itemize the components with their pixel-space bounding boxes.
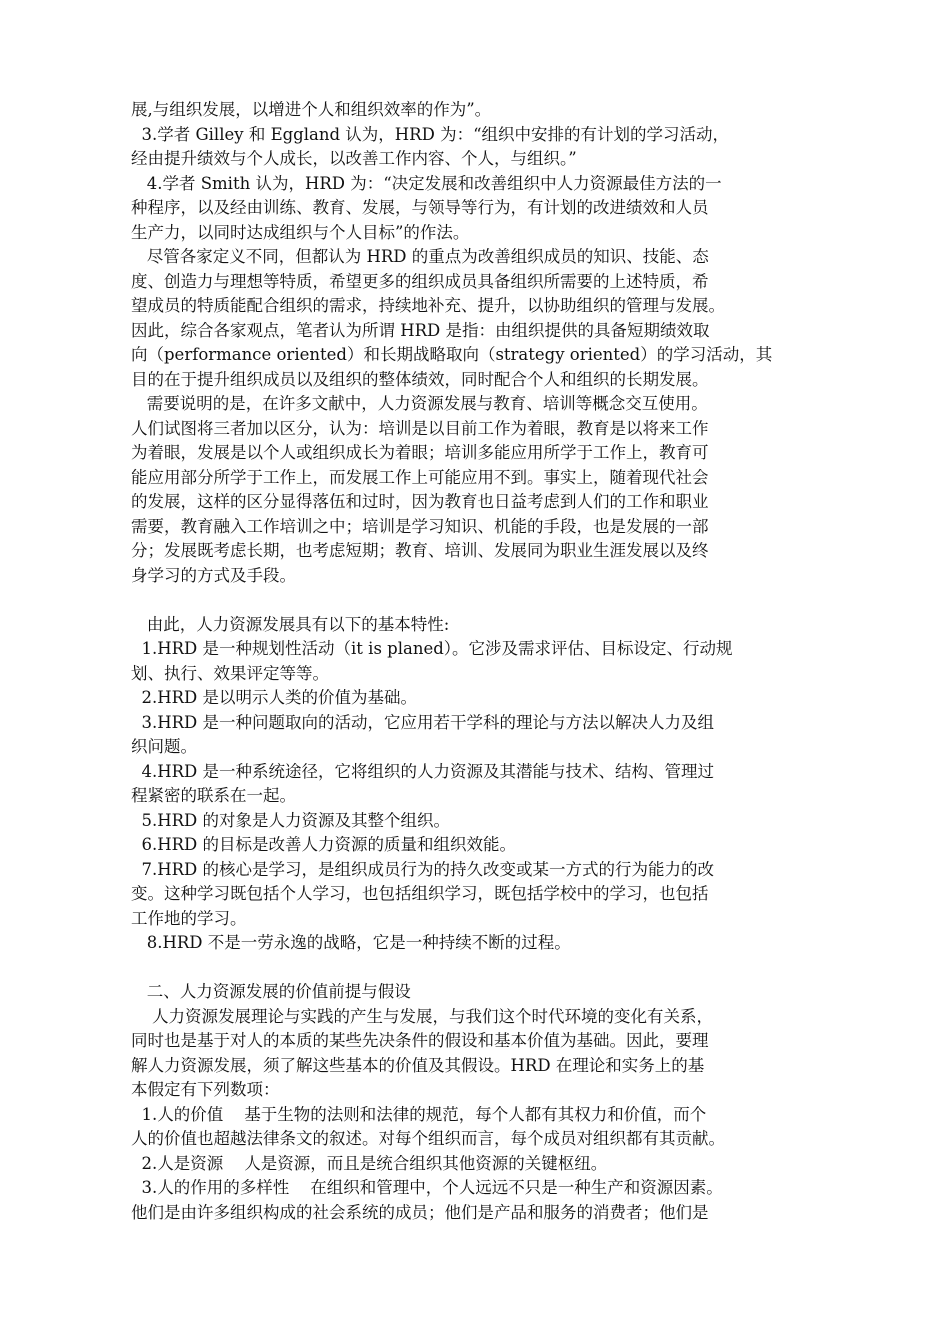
text-line: 生产力，以同时达成组织与个人目标”的作法。 xyxy=(131,222,470,242)
text-line: 展,与组织发展，以增进个人和组织效率的作为”。 xyxy=(131,100,492,119)
text-line: 解人力资源发展，须了解这些基本的价值及其假设。HRD 在理论和实务上的基 xyxy=(131,1055,705,1075)
text-line: 3.HRD 是一种问题取向的活动，它应用若干学科的理论与方法以解决人力及组 xyxy=(131,712,715,732)
text-line: 本假定有下列数项： xyxy=(131,1080,280,1099)
blank-line xyxy=(131,956,821,981)
blank-line xyxy=(131,588,821,613)
text-line: 因此，综合各家观点，笔者认为所谓 HRD 是指：由组织提供的具备短期绩效取 xyxy=(131,320,710,340)
text-line: 变。这种学习既包括个人学习，也包括组织学习，既包括学校中的学习，也包括 xyxy=(131,884,709,903)
text-line: 需要说明的是，在许多文献中，人力资源发展与教育、培训等概念交互使用。 xyxy=(131,394,708,413)
text-line: 2.人是资源 人是资源，而且是统合组织其他资源的关键枢纽。 xyxy=(131,1153,608,1173)
text-line: 由此，人力资源发展具有以下的基本特性: xyxy=(131,614,450,634)
text-line: 分；发展既考虑长期，也考虑短期；教育、培训、发展同为职业生涯发展以及终 xyxy=(131,541,709,560)
text-line: 经由提升绩效与个人成长，以改善工作内容、个人，与组织。” xyxy=(131,149,577,168)
text-line: 2.HRD 是以明示人类的价值为基础。 xyxy=(131,688,418,707)
text-line: 6.HRD 的目标是改善人力资源的质量和组织效能。 xyxy=(131,835,517,854)
text-line: 人的价值也超越法律条文的叙述。对每个组织而言，每个成员对组织都有其贡献。 xyxy=(131,1129,725,1148)
text-line: 人力资源发展理论与实践的产生与发展，与我们这个时代环境的变化有关系， xyxy=(131,1006,713,1026)
text-line: 二、人力资源发展的价值前提与假设 xyxy=(131,982,411,1001)
text-line: 望成员的特质能配合组织的需求，持续地补充、提升，以协助组织的管理与发展。 xyxy=(131,296,725,315)
text-line: 向（performance oriented）和长期战略取向（strategy oriented）的学习活动，其 xyxy=(131,345,773,364)
text-line: 7.HRD 的核心是学习，是组织成员行为的持久改变或某一方式的行为能力的改 xyxy=(131,859,715,879)
text-line: 他们是由许多组织构成的社会系统的成员；他们是产品和服务的消费者；他们是 xyxy=(131,1202,709,1222)
text-line: 需要，教育融入工作培训之中；培训是学习知识、机能的手段，也是发展的一部 xyxy=(131,516,709,536)
text-line: 的发展，这样的区分显得落伍和过时，因为教育也日益考虑到人们的工作和职业 xyxy=(131,492,709,511)
text-line: 1.人的价值 基于生物的法则和法律的规范，每个人都有其权力和价值，而个 xyxy=(131,1104,707,1124)
text-line: 目的在于提升组织成员以及组织的整体绩效，同时配合个人和组织的长期发展。 xyxy=(131,369,709,389)
text-line: 织问题。 xyxy=(131,737,197,756)
text-line: 种程序，以及经由训练、教育、发展，与领导等行为，有计划的改进绩效和人员 xyxy=(131,198,709,217)
text-line: 8.HRD 不是一劳永逸的战略，它是一种持续不断的过程。 xyxy=(131,933,571,952)
text-line: 同时也是基于对人的本质的某些先决条件的假设和基本价值为基础。因此，要理 xyxy=(131,1031,709,1050)
text-line: 5.HRD 的对象是人力资源及其整个组织。 xyxy=(131,810,451,830)
text-line: 度、创造力与理想等特质，希望更多的组织成员具备组织所需要的上述特质，希 xyxy=(131,271,709,291)
text-line: 4.学者 Smith 认为，HRD 为：“决定发展和改善组织中人力资源最佳方法的一 xyxy=(131,173,722,193)
text-line: 人们试图将三者加以区分，认为：培训是以目前工作为着眼，教育是以将来工作 xyxy=(131,418,709,438)
text-line: 3.人的作用的多样性 在组织和管理中，个人远远不只是一种生产和资源因素。 xyxy=(131,1178,723,1197)
text-line: 划、执行、效果评定等等。 xyxy=(131,663,329,683)
text-line: 程紧密的联系在一起。 xyxy=(131,786,296,805)
document-body xyxy=(131,98,821,1225)
text-line: 1.HRD 是一种规划性活动（it is planed）。它涉及需求评估、目标设定、行动规 xyxy=(131,639,733,658)
text-line: 能应用部分所学于工作上，而发展工作上可能应用不到。事实上，随着现代社会 xyxy=(131,467,709,487)
text-line: 为着眼，发展是以个人或组织成长为着眼；培训多能应用所学于工作上，教育可 xyxy=(131,443,709,462)
text-line: 身学习的方式及手段。 xyxy=(131,565,296,585)
text-line: 3.学者 Gilley 和 Eggland 认为，HRD 为：“组织中安排的有计划的学习活动， xyxy=(131,124,730,144)
text-line: 4.HRD 是一种系统途径，它将组织的人力资源及其潜能与技术、结构、管理过 xyxy=(131,761,715,781)
text-line: 工作地的学习。 xyxy=(131,908,247,928)
text-line: 尽管各家定义不同，但都认为 HRD 的重点为改善组织成员的知识、技能、态 xyxy=(131,247,709,266)
